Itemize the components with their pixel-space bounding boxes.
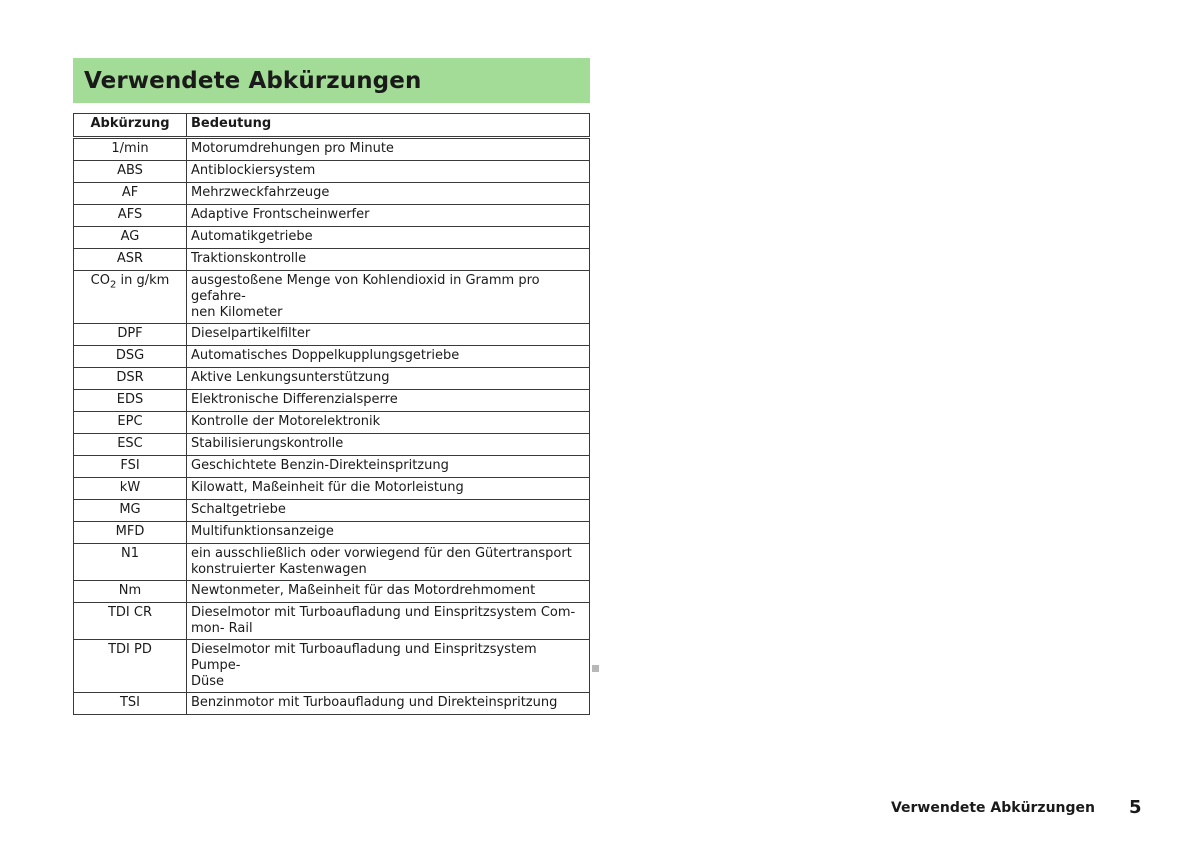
- meaning-cell: Benzinmotor mit Turboaufladung und Direkteinspritzung: [187, 693, 590, 715]
- meaning-cell: Mehrzweckfahrzeuge: [187, 183, 590, 205]
- abbreviation-cell: TDI CR: [74, 603, 187, 640]
- meaning-cell: Stabilisierungskontrolle: [187, 434, 590, 456]
- table-row: [74, 271, 590, 324]
- table-row: [74, 183, 590, 205]
- meaning-cell: Traktionskontrolle: [187, 249, 590, 271]
- meaning-cell: Dieselpartikelfilter: [187, 324, 590, 346]
- meaning-cell: Multifunktionsanzeige: [187, 522, 590, 544]
- section-end-marker-icon: [592, 665, 599, 672]
- meaning-cell: Elektronische Differenzialsperre: [187, 390, 590, 412]
- abbreviation-cell: DSR: [74, 368, 187, 390]
- table-row: [74, 138, 590, 161]
- table-row: [74, 412, 590, 434]
- abbreviation-cell: [74, 271, 187, 324]
- table-row: [74, 161, 590, 183]
- abbreviation-cell: kW: [74, 478, 187, 500]
- table-row: [74, 640, 590, 693]
- abbreviation-cell: FSI: [74, 456, 187, 478]
- abbreviation-cell: AFS: [74, 205, 187, 227]
- abbreviation-cell: DSG: [74, 346, 187, 368]
- table-row: [74, 324, 590, 346]
- abbreviation-cell: ESC: [74, 434, 187, 456]
- abbreviation-cell: MFD: [74, 522, 187, 544]
- meaning-cell: Antiblockiersystem: [187, 161, 590, 183]
- meaning-cell: ausgestoßene Menge von Kohlendioxid in Gramm pro gefahre- nen Kilometer: [187, 271, 590, 324]
- abbreviation-cell: 1/min: [74, 138, 187, 161]
- table-row: [74, 434, 590, 456]
- abbreviation-cell: EDS: [74, 390, 187, 412]
- abbreviation-cell: DPF: [74, 324, 187, 346]
- meaning-cell: Aktive Lenkungsunterstützung: [187, 368, 590, 390]
- column-header-meaning: Bedeutung: [187, 114, 590, 138]
- table-row: [74, 522, 590, 544]
- abbreviations-table: [73, 113, 590, 715]
- table-row: [74, 456, 590, 478]
- page-number: 5: [1129, 797, 1142, 818]
- meaning-cell: Kilowatt, Maßeinheit für die Motorleistung: [187, 478, 590, 500]
- meaning-cell: ein ausschließlich oder vorwiegend für den Gütertransport konstruierter Kastenwagen: [187, 544, 590, 581]
- abbreviation-main: CO: [90, 273, 110, 288]
- table-row: [74, 205, 590, 227]
- table-row: [74, 368, 590, 390]
- meaning-cell: Adaptive Frontscheinwerfer: [187, 205, 590, 227]
- table-row: [74, 346, 590, 368]
- abbreviation-cell: TDI PD: [74, 640, 187, 693]
- meaning-cell: Dieselmotor mit Turboaufladung und Einspritzsystem Com- mon- Rail: [187, 603, 590, 640]
- abbreviation-unit: in g/km: [116, 273, 170, 288]
- abbreviation-cell: EPC: [74, 412, 187, 434]
- meaning-cell: Geschichtete Benzin-Direkteinspritzung: [187, 456, 590, 478]
- table-row: [74, 581, 590, 603]
- abbreviation-cell: Nm: [74, 581, 187, 603]
- meaning-cell: Automatikgetriebe: [187, 227, 590, 249]
- abbreviation-cell: AG: [74, 227, 187, 249]
- abbreviation-cell: MG: [74, 500, 187, 522]
- table-row: [74, 544, 590, 581]
- section-title-bar: [73, 58, 590, 103]
- table-row: [74, 500, 590, 522]
- abbreviation-cell: AF: [74, 183, 187, 205]
- table-header-row: [74, 114, 590, 138]
- table-row: [74, 603, 590, 640]
- table-row: [74, 478, 590, 500]
- column-header-abbreviation: Abkürzung: [74, 114, 187, 138]
- footer-section-title: Verwendete Abkürzungen: [890, 800, 1095, 816]
- page-title: Verwendete Abkürzungen: [84, 67, 422, 94]
- meaning-cell: Automatisches Doppelkupplungsgetriebe: [187, 346, 590, 368]
- meaning-cell: Newtonmeter, Maßeinheit für das Motordrehmoment: [187, 581, 590, 603]
- abbreviation-cell: TSI: [74, 693, 187, 715]
- abbreviation-cell: N1: [74, 544, 187, 581]
- table-row: [74, 249, 590, 271]
- meaning-cell: Dieselmotor mit Turboaufladung und Einspritzsystem Pumpe- Düse: [187, 640, 590, 693]
- meaning-cell: Motorumdrehungen pro Minute: [187, 138, 590, 161]
- meaning-cell: Kontrolle der Motorelektronik: [187, 412, 590, 434]
- table-row: [74, 227, 590, 249]
- table-row: [74, 693, 590, 715]
- abbreviation-cell: ASR: [74, 249, 187, 271]
- abbreviation-cell: ABS: [74, 161, 187, 183]
- abbreviation-subscript: 2: [109, 279, 117, 291]
- meaning-cell: Schaltgetriebe: [187, 500, 590, 522]
- table-row: [74, 390, 590, 412]
